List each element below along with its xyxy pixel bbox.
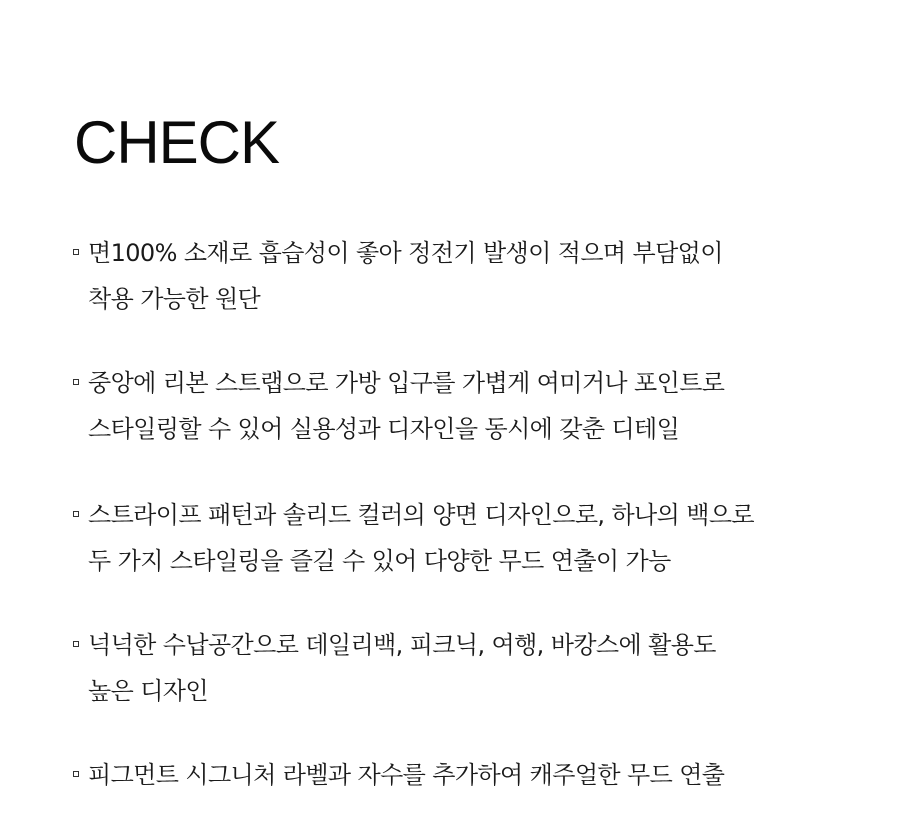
check-item-line: 스타일링할 수 있어 실용성과 디자인을 동시에 갖춘 디테일	[88, 415, 680, 443]
check-item	[70, 360, 850, 452]
check-item	[70, 492, 850, 584]
check-item	[70, 230, 850, 322]
check-item	[70, 622, 850, 714]
square-bullet-icon	[73, 379, 79, 385]
check-item-line: 면100% 소재로 흡습성이 좋아 정전기 발생이 적으며 부담없이	[88, 239, 723, 267]
check-item-line: 피그먼트 시그니처 라벨과 자수를 추가하여 캐주얼한 무드 연출	[88, 761, 725, 789]
square-bullet-icon	[73, 249, 79, 255]
section-title: CHECK	[74, 109, 280, 176]
square-bullet-icon	[73, 641, 79, 647]
check-item-line: 높은 디자인	[88, 677, 208, 705]
check-item-line: 중앙에 리본 스트랩으로 가방 입구를 가볍게 여미거나 포인트로	[88, 369, 725, 397]
check-item	[70, 752, 850, 798]
square-bullet-icon	[73, 771, 79, 777]
check-item-line: 두 가지 스타일링을 즐길 수 있어 다양한 무드 연출이 가능	[88, 547, 671, 575]
square-bullet-icon	[73, 511, 79, 517]
check-item-line: 착용 가능한 원단	[88, 285, 261, 313]
check-item-line: 스트라이프 패턴과 솔리드 컬러의 양면 디자인으로, 하나의 백으로	[88, 501, 754, 529]
check-item-line: 넉넉한 수납공간으로 데일리백, 피크닉, 여행, 바캉스에 활용도	[88, 631, 716, 659]
check-list	[70, 230, 850, 824]
